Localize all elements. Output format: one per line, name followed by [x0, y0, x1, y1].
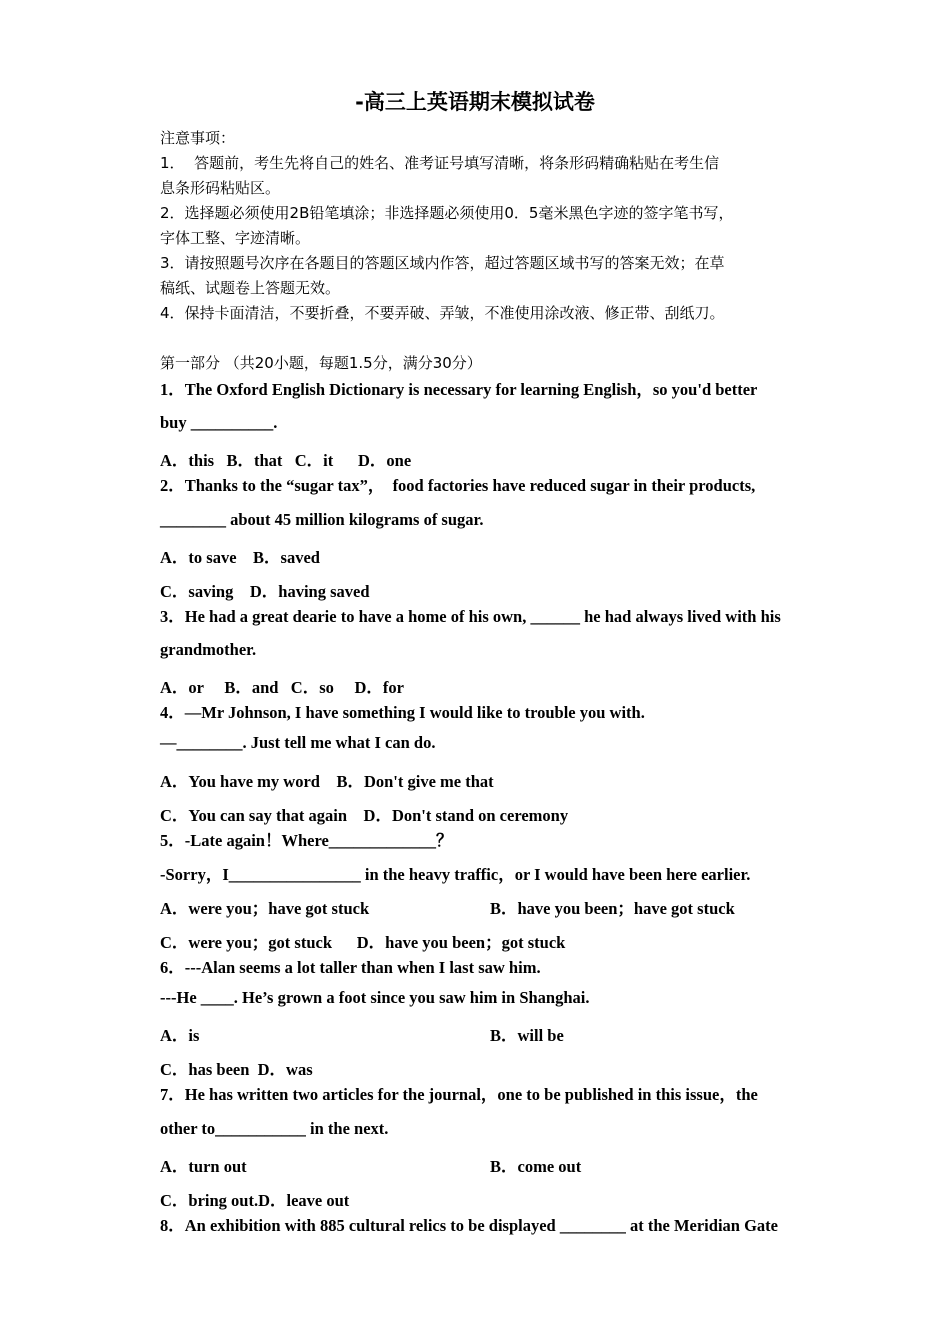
question-7-option-a: A．turn out [160, 1157, 247, 1176]
notice-line: 字体工整、字迹清晰。 [160, 229, 311, 247]
question-5-stem: -Sorry，I________________ in the heavy traffic，or I would have been here earlier. [160, 865, 751, 884]
question-7-option-b: B．come out [490, 1157, 582, 1176]
question-5-options: C．were you；got stuck D．have you been；got stuck [160, 933, 566, 952]
section-heading: 第一部分 （共20小题，每题1.5分，满分30分） [160, 354, 482, 372]
question-2-options: A．to save B．saved [160, 548, 320, 567]
question-4-stem: 4．—Mr Johnson, I have something I would like to trouble you with. [160, 703, 645, 722]
question-3-stem: 3．He had a great dearie to have a home of his own, ______ he had always lived with his [160, 607, 781, 626]
question-6-stem: 6．---Alan seems a lot taller than when I last saw him. [160, 958, 541, 977]
notice-line: 3．请按照题号次序在各题目的答题区域内作答，超过答题区域书写的答案无效；在草 [160, 254, 725, 272]
notice-line: 1． 答题前，考生先将自己的姓名、准考证号填写清晰，将条形码精确粘贴在考生信 [160, 154, 720, 172]
question-2-stem: 2．Thanks to the “sugar tax”， food factories have reduced sugar in their products, [160, 476, 756, 495]
question-1-options: A．this B．that C．it D．one [160, 451, 412, 470]
question-5-option-b: B．have you been；have got stuck [490, 899, 735, 918]
question-6-option-b: B．will be [490, 1026, 564, 1045]
question-6-stem: ---He ____. He’s grown a foot since you saw him in Shanghai. [160, 988, 590, 1007]
question-6-option-a: A．is [160, 1026, 200, 1045]
question-5-stem: 5．-Late again！Where_____________？ [160, 831, 453, 850]
question-4-options: C．You can say that again D．Don't stand on ceremony [160, 806, 569, 825]
notice-line: 2．选择题必须使用2B铅笔填涂；非选择题必须使用0．5毫米黑色字迹的签字笔书写， [160, 204, 734, 222]
notice-heading: 注意事项： [160, 129, 236, 147]
question-4-options: A．You have my word B．Don't give me that [160, 772, 494, 791]
page-title: -高三上英语期末模拟试卷 [355, 90, 595, 114]
question-1-stem: 1．The Oxford English Dictionary is necessary for learning English，so you'd better [160, 380, 758, 399]
question-3-options: A．or B．and C．so D．for [160, 678, 404, 697]
question-4-stem: —________. Just tell me what I can do. [160, 733, 436, 752]
notice-line: 息条形码粘贴区。 [160, 179, 281, 197]
question-7-stem: 7．He has written two articles for the journal，one to be published in this issue，the [160, 1085, 758, 1104]
notice-line: 4．保持卡面清洁，不要折叠，不要弄破、弄皱，不准使用涂改液、修正带、刮纸刀。 [160, 304, 725, 322]
question-5-option-a: A．were you；have got stuck [160, 899, 370, 918]
question-8-stem: 8．An exhibition with 885 cultural relics to be displayed ________ at the Meridian Gate [160, 1216, 778, 1235]
question-1-stem: buy __________. [160, 413, 278, 432]
question-2-options: C．saving D．having saved [160, 582, 370, 601]
question-7-stem: other to___________ in the next. [160, 1119, 389, 1138]
question-6-options: C．has been D．was [160, 1060, 313, 1079]
question-3-stem: grandmother. [160, 640, 257, 659]
notice-line: 稿纸、试题卷上答题无效。 [160, 279, 341, 297]
question-2-stem: ________ about 45 million kilograms of sugar. [160, 510, 484, 529]
question-7-options: C．bring out.D．leave out [160, 1191, 350, 1210]
